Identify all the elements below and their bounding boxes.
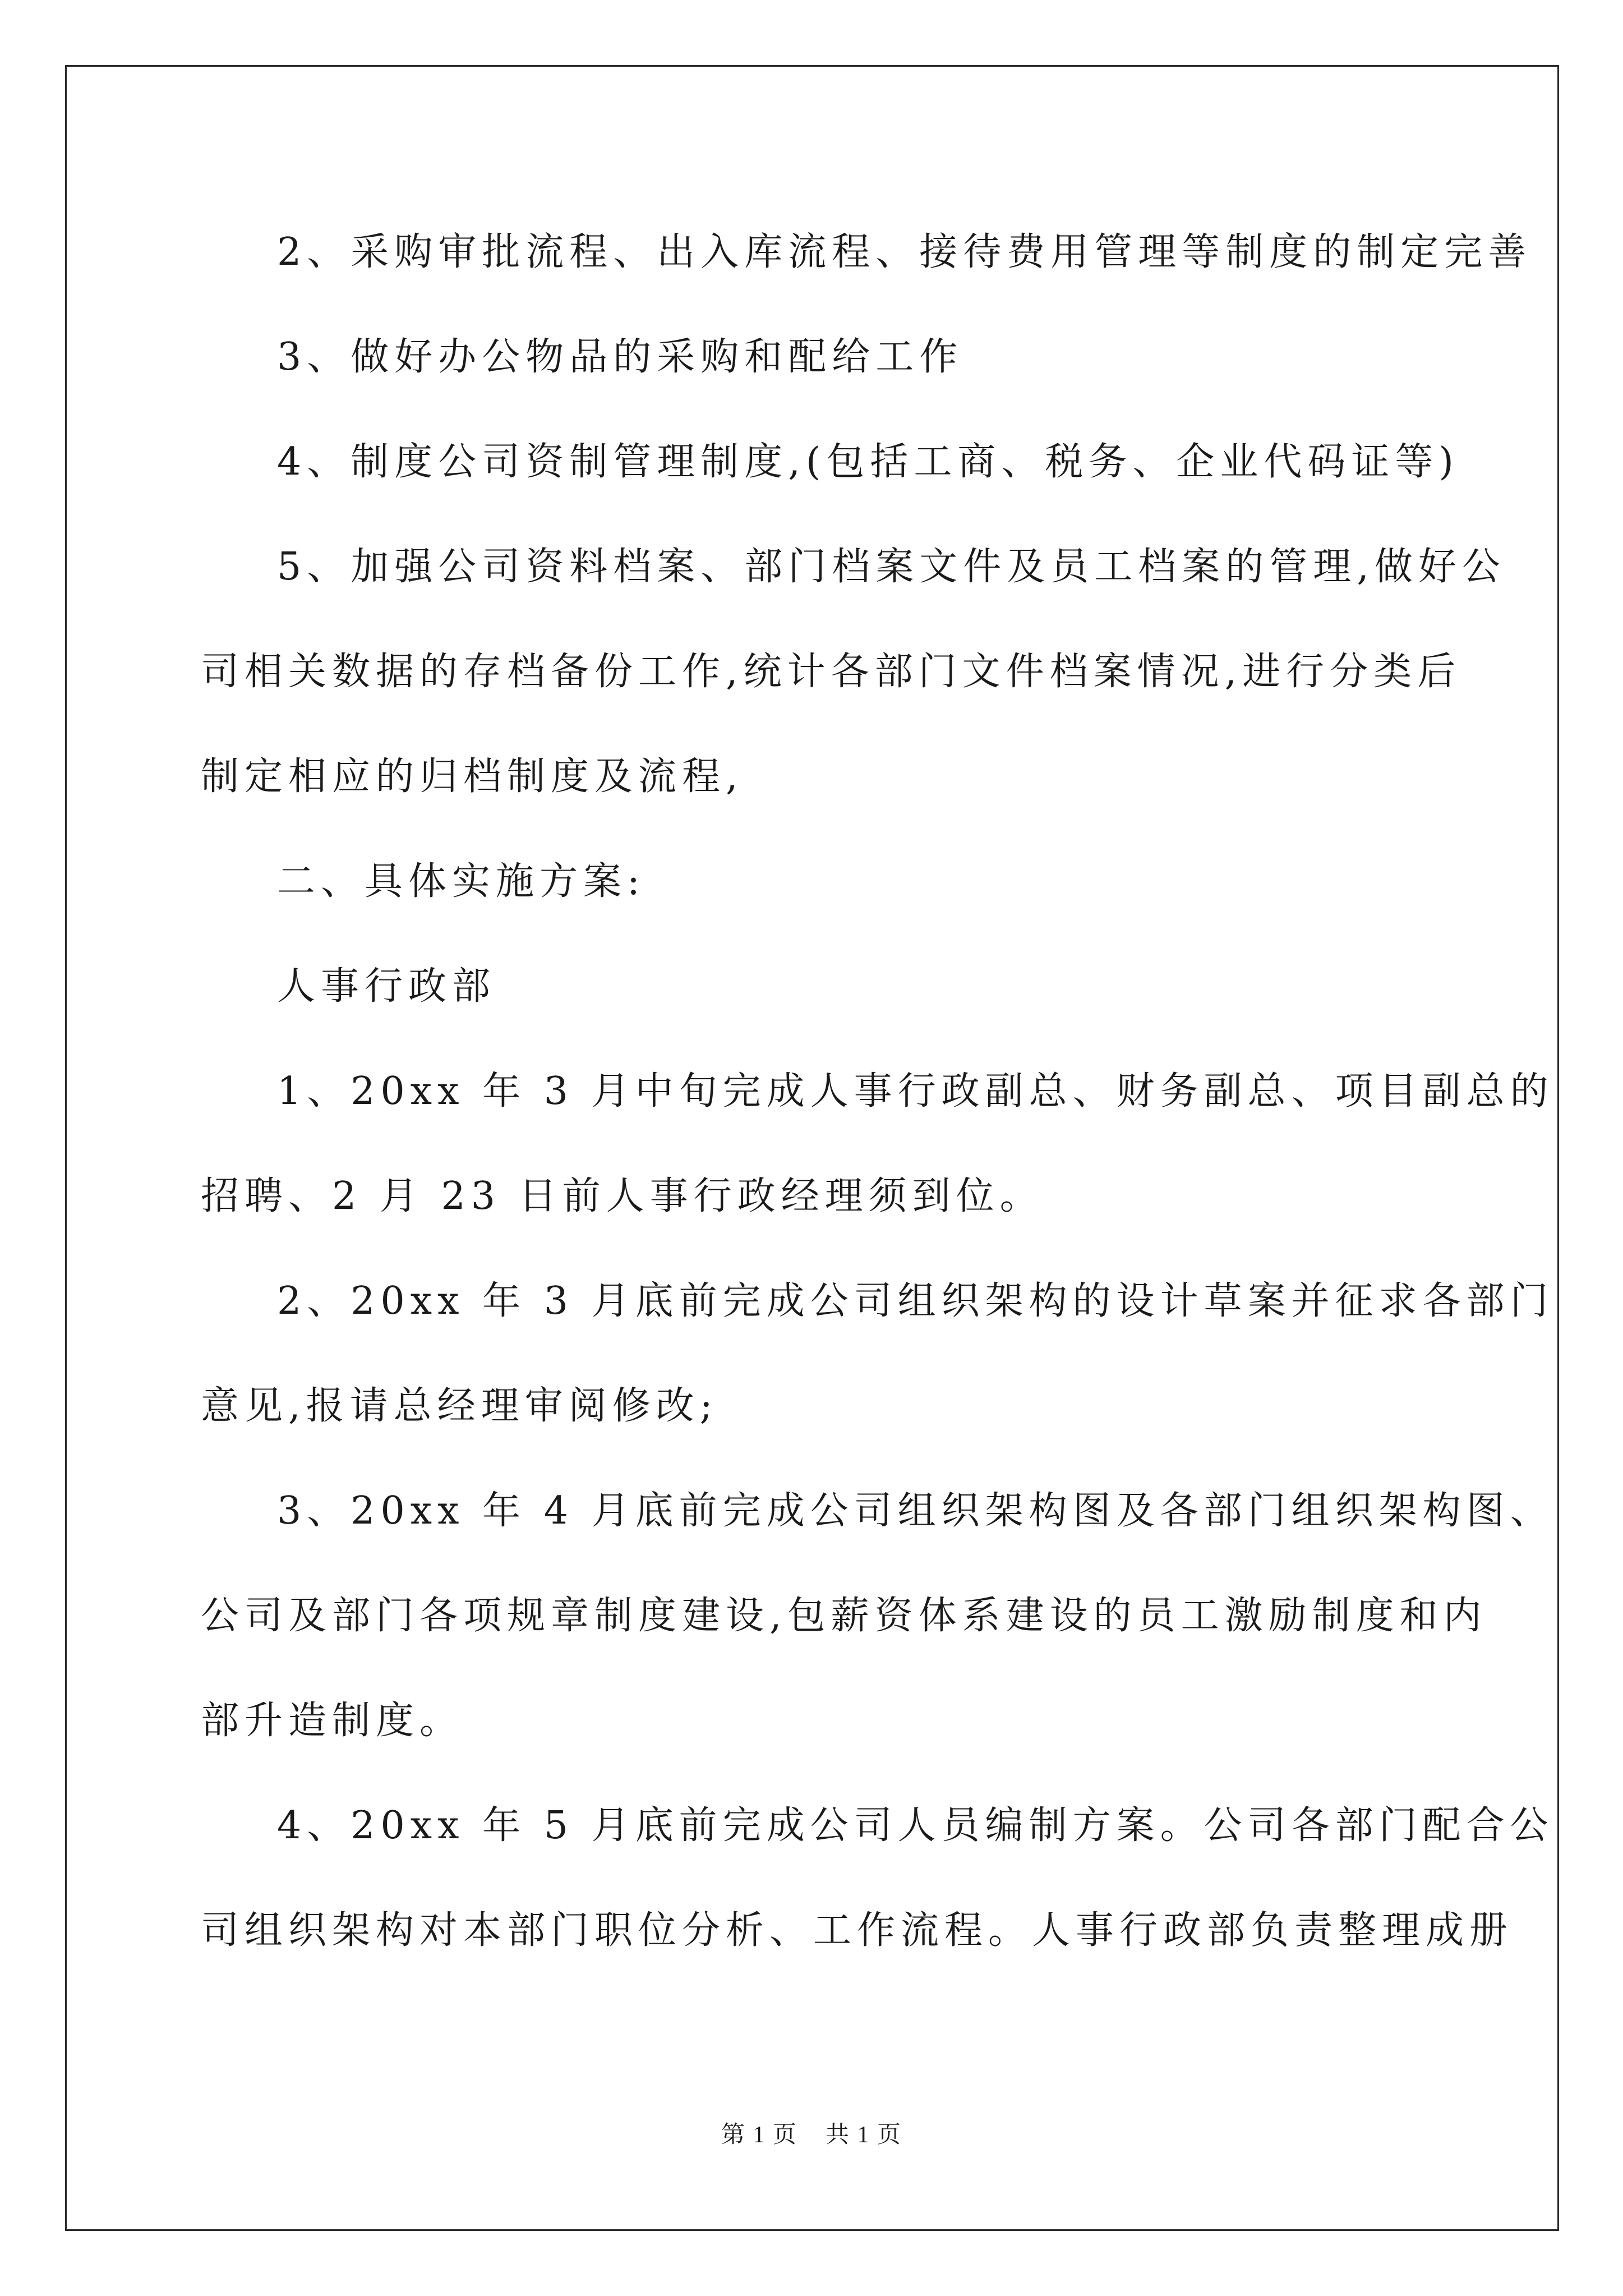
- paragraph-line: 司组织架构对本部门职位分析、工作流程。人事行政部负责整理成册: [201, 1908, 1514, 1953]
- paragraph-line: 2、20xx 年 3 月底前完成公司组织架构的设计草案并征求各部门: [277, 1279, 1554, 1323]
- section-heading: 二、具体实施方案:: [277, 859, 645, 904]
- paragraph-line: 3、做好办公物品的采购和配给工作: [277, 335, 963, 379]
- paragraph-line: 1、20xx 年 3 月中旬完成人事行政副总、财务副总、项目副总的: [277, 1069, 1554, 1114]
- paragraph-line: 4、制度公司资制管理制度,(包括工商、税务、企业代码证等): [277, 440, 1459, 484]
- paragraph-line: 4、20xx 年 5 月底前完成公司人员编制方案。公司各部门配合公: [277, 1803, 1554, 1848]
- paragraph-line: 招聘、2 月 23 日前人事行政经理须到位。: [201, 1174, 1044, 1218]
- paragraph-line: 5、加强公司资料档案、部门档案文件及员工档案的管理,做好公: [277, 545, 1506, 589]
- paragraph-line: 2、采购审批流程、出入库流程、接待费用管理等制度的制定完善: [277, 230, 1532, 274]
- paragraph-line: 3、20xx 年 4 月底前完成公司组织架构图及各部门组织架构图、: [277, 1489, 1554, 1533]
- paragraph-line: 制定相应的归档制度及流程,: [201, 754, 744, 799]
- document-body: [201, 200, 1554, 1983]
- paragraph-line: 部升造制度。: [201, 1699, 464, 1743]
- subsection-heading: 人事行政部: [277, 964, 496, 1009]
- paragraph-line: 司相关数据的存档备份工作,统计各部门文件档案情况,进行分类后: [201, 650, 1461, 694]
- paragraph-line: 公司及部门各项规章制度建设,包薪资体系建设的员工激励制度和内: [201, 1594, 1487, 1638]
- page-number-footer: 第 1 页 共 1 页: [721, 2122, 902, 2148]
- paragraph-line: 意见,报请总经理审阅修改;: [201, 1384, 718, 1428]
